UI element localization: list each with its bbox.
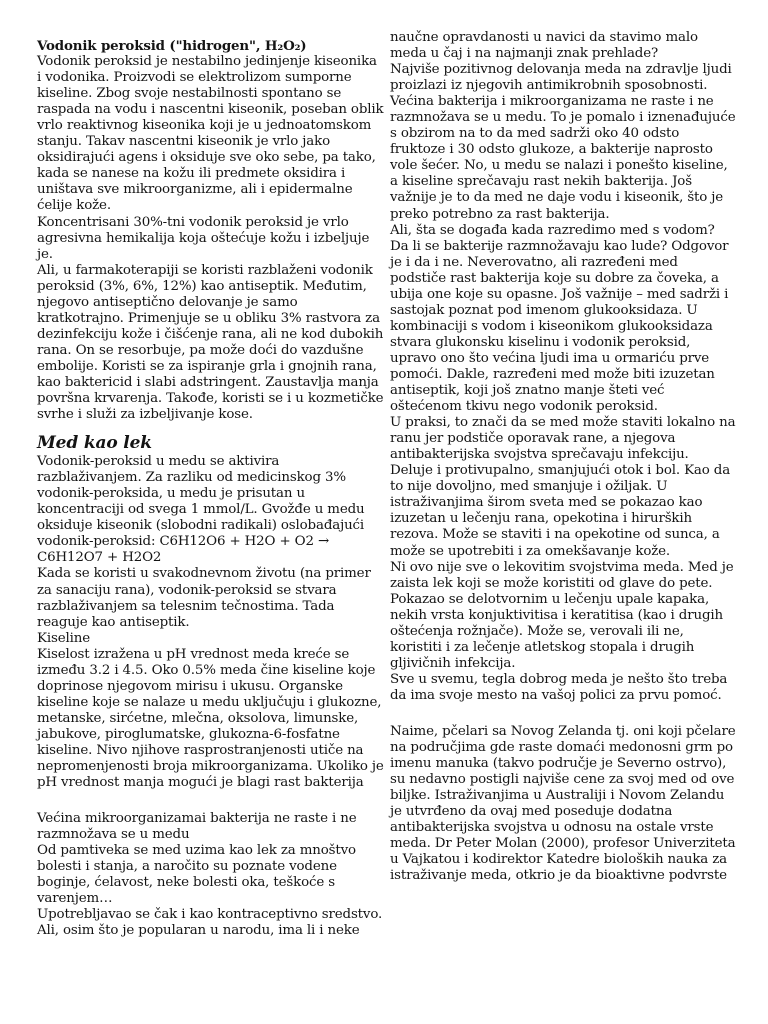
spacer <box>390 704 736 724</box>
left-column <box>37 38 385 939</box>
paragraph: Upotrebljavao se čak i kao kontraceptivno sredstvo. <box>37 907 383 923</box>
paragraph: Najviše pozitivnog delovanja meda na zdravlje ljudi proizlazi iz njegovih antimikrobnih sposobnosti. <box>390 62 732 94</box>
paragraph: U praksi, to znači da se med može staviti lokalno na ranu jer podstiče oporavak rane, a njegova antibakterijska svojstva sprečavaju infekciju. <box>390 415 736 463</box>
paragraph: Koncentrisani 30%-tni vodonik peroksid je vrlo agresivna hemikalija koja oštećuje kožu i izbeljuje je. <box>37 214 370 262</box>
paragraph: Sve u svemu, tegla dobrog meda je nešto što treba da ima svoje mesto na vašoj polici za prvu pomoć. <box>390 671 728 703</box>
article-heading: Vodonik peroksid ("hidrogen", H₂O₂) <box>37 38 307 54</box>
paragraph: Deluje i protivupalno, smanjujući otok i bol. Kao da to nije dovoljno, med smanjuje i ožiljak. U istraživanjima širom sveta med se pokazao kao izuzetan u lečenju rana, opekotina i hirurških rezova. Može se staviti i na opekotine od sunca, a može se upotrebiti i za omekšavanje kože. <box>390 463 731 559</box>
paragraph: Vodonik-peroksid u medu se aktivira razblaživanjem. Za razliku od medicinskog 3% vodonik-peroksida, u medu je prisutan u koncentraciji od svega 1 mmol/L. Gvožđe u medu oksiduje kiseonik (slobodni radikali) oslobađajući vodonik-peroksid: C6H12O6 + H2O + O2 → C6H12O7 + H2O2 <box>37 454 365 566</box>
paragraph: Od pamtiveka se med uzima kao lek za mnoštvo bolesti i stanja, a naročito su poznate vodene boginje, ćelavost, neke bolesti oka, teškoće s varenjem… <box>37 843 356 907</box>
right-column <box>390 30 736 884</box>
paragraph: Kiseline <box>37 630 90 646</box>
paragraph: Većina bakterija i mikroorganizama ne raste i ne razmnožava se u medu. To je pomalo i iznenađujuće s obzirom na to da med sadrži oko 40 odsto fruktoze i 30 odsto glukoze, a bakterije naprosto vole šećer. No, u medu se nalazi i ponešto kiseline, a kiseline sprečavaju rast nekih bakterija. Još važnije je to da med ne daje vodu i kiseonik, što je preko potrebno za rast bakterija. <box>390 94 736 222</box>
paragraph: Naime, pčelari sa Novog Zelanda tj. oni koji pčelare na područjima gde raste domaći medonosni grm po imenu manuka (takvo područje je Severno ostrvo), su nedavno postigli najviše cene za svoj med od ove biljke. Istraživanjima u Australiji i Novom Zelandu je utvrđeno da ovaj med poseduje dodatna antibakterijska svojstva u odnosu na ostale vrste meda. Dr Peter Molan (2000), profesor Univerziteta u Vajkatou i kodirektor Katedre bioloških nauka za istraživanje meda, otkrio je da bioaktivne podvrste <box>390 723 736 884</box>
paragraph: Većina mikroorganizamai bakterija ne raste i ne razmnožava se u medu <box>37 811 357 843</box>
paragraph: Kada se koristi u svakodnevnom životu (na primer za sanaciju rana), vodonik-peroksid se stvara razblaživanjem sa telesnim tečnostima. Tada reaguje kao antiseptik. <box>37 566 371 630</box>
paragraph: Kiselost izražena u pH vrednost meda kreće se između 3.2 i 4.5. Oko 0.5% meda čine kiseline koje doprinose njegovom mirisu i ukusu. Organske kiseline koje se nalaze u medu uključuju i glukozne, metanske, sirćetne, mlečna, oksolova, limunske, jabukove, piroglumatske, glukozna-6-fosfatne kiseline. Nivo njihove rasprostranjenosti utiče na nepromenjenosti broja mikroorganizama. Ukoliko je pH vrednost manja mogući je blagi rast bakterija <box>37 646 384 791</box>
paragraph: naučne opravdanosti u navici da stavimo malo meda u čaj i na najmanji znak prehlade? <box>390 30 698 62</box>
section-title: Med kao lek <box>37 433 152 454</box>
paragraph: Ali, šta se događa kada razredimo med s vodom? Da li se bakterije razmnožavaju kao lude? Odgovor je i da i ne. Neverovatno, ali razređeni med podstiče rast bakterija koje su dobre za čoveka, a ubija one koje su opasne. Još važnije – med sadrži i sastojak poznat pod imenom glukooksidaza. U kombinaciji s vodom i kiseonikom glukooksidaza stvara glukonsku kiselinu i vodonik peroksid, upravo ono što većina ljudi ima u ormariću prve pomoći. Dakle, razređeni med može biti izuzetan antiseptik, koji još znatno manje šteti već oštećenom tkivu nego vodonik peroksid. <box>390 222 729 415</box>
spacer <box>37 791 385 811</box>
paragraph: Ali, osim što je popularan u narodu, ima li i neke <box>37 923 360 939</box>
paragraph: Ni ovo nije sve o lekovitim svojstvima meda. Med je zaista lek koji se može koristiti od glave do pete. Pokazao se delotvornim u lečenju upale kapaka, nekih vrsta konjuktivitisa i keratitisa (kao i drugih oštećenja rožnjače). Može se, verovali ili ne, koristiti i za lečenje atletskog stopala i drugih gljivičnih infekcija. <box>390 559 734 671</box>
paragraph: Ali, u farmakoterapiji se koristi razblaženi vodonik peroksid (3%, 6%, 12%) kao antiseptik. Međutim, njegovo antiseptično delovanje je samo kratkotrajno. Primenjuje se u obliku 3% rastvora za dezinfekciju kože i čišćenje rana, ali ne kod dubokih rana. On se resorbuje, pa može doći do vazdušne embolije. Koristi se za ispiranje grla i gnojnih rana, kao baktericid i slabi adstringent. Zaustavlja manja površna krvarenja. Takođe, koristi se i u kozmetičke svrhe i služi za izbeljivanje kose. <box>37 262 384 423</box>
paragraph: Vodonik peroksid je nestabilno jedinjenje kiseonika i vodonika. Proizvodi se elektrolizom sumporne kiseline. Zbog svoje nestabilnosti spontano se raspada na vodu i nascentni kiseonik, poseban oblik vrlo reaktivnog kiseonika koji je u jednoatomskom stanju. Takav nascentni kiseonik je vrlo jako oksidirajući agens i oksiduje sve oko sebe, pa tako, kada se nanese na kožu ili predmete oksidira i uništava sve mikroorganizme, ali i epidermalne ćelije kože. <box>37 54 384 214</box>
